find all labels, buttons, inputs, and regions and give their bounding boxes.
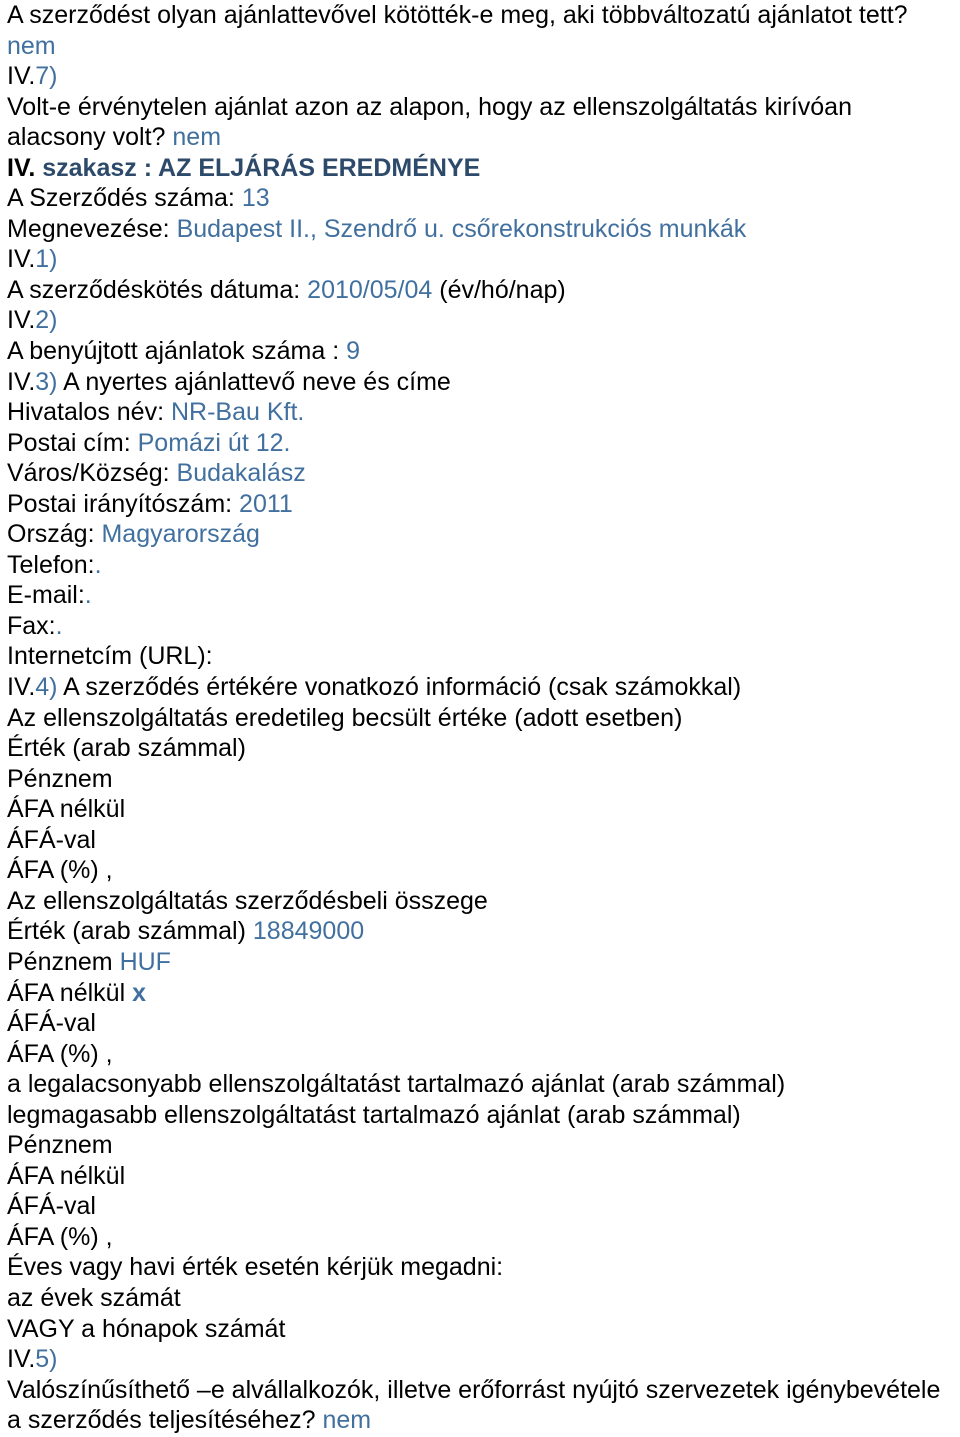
phone-line bbox=[7, 550, 957, 581]
range-without-vat-label: ÁFA nélkül bbox=[7, 1161, 126, 1190]
iv5-prefix: IV. bbox=[7, 1345, 36, 1374]
estimated-value-label: Érték (arab számmal) bbox=[7, 734, 246, 763]
estimated-vat-rate-line bbox=[7, 855, 957, 886]
iv5-question-text-1: Valószínűsíthető –e alvállalkozók, illetve erőforrást nyújtó szervezetek igénybevétele bbox=[7, 1375, 941, 1404]
phone: . bbox=[94, 550, 102, 579]
section-title: szakasz : AZ ELJÁRÁS EREDMÉNYE bbox=[42, 153, 481, 182]
contract-amount-value-line bbox=[7, 916, 957, 947]
fax-label: Fax: bbox=[7, 611, 56, 640]
iv1-number: 1) bbox=[35, 245, 58, 274]
estimated-with-vat-label: ÁFÁ-val bbox=[7, 825, 96, 854]
contract-amount-currency: HUF bbox=[119, 947, 171, 976]
range-currency-label: Pénznem bbox=[7, 1131, 113, 1160]
period-years-label: az évek számát bbox=[7, 1283, 181, 1312]
url-label: Internetcím (URL): bbox=[7, 642, 213, 671]
city-label: Város/Község: bbox=[7, 459, 170, 488]
fax-line bbox=[7, 611, 957, 642]
iv2-prefix: IV. bbox=[7, 306, 36, 335]
iv4-number: 4) bbox=[35, 673, 58, 702]
period-title: Éves vagy havi érték esetén kérjük megadni: bbox=[7, 1253, 504, 1282]
url-line bbox=[7, 641, 957, 672]
contract-name-line bbox=[7, 214, 957, 245]
highest-offer-line bbox=[7, 1100, 957, 1131]
country-line bbox=[7, 519, 957, 550]
lowest-offer-label: a legalacsonyabb ellenszolgáltatást tartalmazó ajánlat (arab számmal) bbox=[7, 1070, 786, 1099]
contract-number: 13 bbox=[241, 184, 270, 213]
contract-amount-vat-rate-line bbox=[7, 1039, 957, 1070]
iv7-answer: nem bbox=[172, 123, 222, 152]
variants-question: A szerződést olyan ajánlattevővel kötötték-e meg, aki többváltozatú ajánlatot tett? bbox=[7, 1, 908, 29]
iv5-question-line-2 bbox=[7, 1405, 957, 1436]
postal-address: Pomázi út 12. bbox=[137, 428, 291, 457]
highest-offer-label: legmagasabb ellenszolgáltatást tartalmazó ajánlat (arab számmal) bbox=[7, 1100, 741, 1129]
iv7-number: 7) bbox=[35, 62, 58, 91]
iv5-number: 5) bbox=[35, 1345, 58, 1374]
iv1-heading bbox=[7, 244, 957, 275]
iv5-answer: nem bbox=[322, 1406, 372, 1435]
range-with-vat-label: ÁFÁ-val bbox=[7, 1192, 96, 1221]
offers-count-label: A benyújtott ajánlatok száma : bbox=[7, 337, 340, 366]
variants-question-line bbox=[7, 0, 957, 31]
iv3-heading bbox=[7, 367, 957, 398]
estimated-without-vat-line bbox=[7, 794, 957, 825]
estimated-vat-rate-label: ÁFA (%) , bbox=[7, 856, 113, 885]
city-line bbox=[7, 458, 957, 489]
estimated-value-line bbox=[7, 733, 957, 764]
iv3-title: A nyertes ajánlattevő neve és címe bbox=[63, 367, 451, 396]
postcode-line bbox=[7, 489, 957, 520]
contract-amount-currency-line bbox=[7, 947, 957, 978]
contract-date-label: A szerződéskötés dátuma: bbox=[7, 275, 301, 304]
contract-date-line bbox=[7, 275, 957, 306]
contract-amount-without-vat-line bbox=[7, 978, 957, 1009]
contract-number-label: A Szerződés száma: bbox=[7, 184, 235, 213]
iv7-question-line-1 bbox=[7, 92, 957, 123]
email-line bbox=[7, 580, 957, 611]
contract-amount-vat-rate-label: ÁFA (%) , bbox=[7, 1039, 113, 1068]
offers-count-line bbox=[7, 336, 957, 367]
iv5-question-line-1 bbox=[7, 1375, 957, 1406]
iv5-question-text-2: a szerződés teljesítéséhez? bbox=[7, 1406, 316, 1435]
email: . bbox=[84, 581, 92, 610]
period-title-line bbox=[7, 1252, 957, 1283]
iv4-title: A szerződés értékére vonatkozó információ (csak számokkal) bbox=[63, 673, 742, 702]
estimated-title: Az ellenszolgáltatás eredetileg becsült értéke (adott esetben) bbox=[7, 703, 683, 732]
estimated-title-line bbox=[7, 703, 957, 734]
iv7-question-text-1: Volt-e érvénytelen ajánlat azon az alapon, hogy az ellenszolgáltatás kirívóan bbox=[7, 92, 852, 121]
range-vat-rate-label: ÁFA (%) , bbox=[7, 1222, 113, 1251]
official-name-label: Hivatalos név: bbox=[7, 398, 165, 427]
section-heading bbox=[7, 153, 957, 184]
range-without-vat-line bbox=[7, 1161, 957, 1192]
contract-amount-currency-label: Pénznem bbox=[7, 947, 113, 976]
contract-amount-value: 18849000 bbox=[252, 917, 365, 946]
range-currency-line bbox=[7, 1130, 957, 1161]
contract-amount-value-label: Érték (arab számmal) bbox=[7, 917, 246, 946]
offers-count: 9 bbox=[346, 337, 361, 366]
postcode: 2011 bbox=[239, 489, 293, 518]
iv3-number: 3) bbox=[35, 367, 58, 396]
iv2-number: 2) bbox=[35, 306, 58, 335]
postal-address-line bbox=[7, 428, 957, 459]
estimated-currency-line bbox=[7, 764, 957, 795]
fax: . bbox=[55, 611, 63, 640]
contract-amount-without-vat-label: ÁFA nélkül bbox=[7, 978, 126, 1007]
country: Magyarország bbox=[101, 520, 260, 549]
contract-date: 2010/05/04 bbox=[307, 275, 433, 304]
contract-date-format: (év/hó/nap) bbox=[439, 275, 566, 304]
section-prefix: IV. bbox=[7, 153, 36, 182]
iv5-heading bbox=[7, 1344, 957, 1375]
contract-number-line bbox=[7, 183, 957, 214]
iv4-prefix: IV. bbox=[7, 673, 36, 702]
period-years-line bbox=[7, 1283, 957, 1314]
iv7-prefix: IV. bbox=[7, 62, 36, 91]
range-vat-rate-line bbox=[7, 1222, 957, 1253]
iv7-question-line-2 bbox=[7, 122, 957, 153]
estimated-without-vat-label: ÁFA nélkül bbox=[7, 795, 126, 824]
contract-amount-with-vat-label: ÁFÁ-val bbox=[7, 1009, 96, 1038]
variants-answer-line bbox=[7, 31, 957, 62]
contract-amount-with-vat-line bbox=[7, 1008, 957, 1039]
period-months-line bbox=[7, 1314, 957, 1345]
postcode-label: Postai irányítószám: bbox=[7, 489, 233, 518]
postal-address-label: Postai cím: bbox=[7, 428, 131, 457]
phone-label: Telefon: bbox=[7, 550, 95, 579]
iv1-prefix: IV. bbox=[7, 245, 36, 274]
contract-amount-without-vat-mark: x bbox=[132, 978, 146, 1007]
lowest-offer-line bbox=[7, 1069, 957, 1100]
country-label: Ország: bbox=[7, 520, 95, 549]
iv7-question-text-2: alacsony volt? bbox=[7, 123, 166, 152]
city: Budakalász bbox=[176, 459, 306, 488]
email-label: E-mail: bbox=[7, 581, 85, 610]
period-months-label: VAGY a hónapok számát bbox=[7, 1314, 286, 1343]
iv3-prefix: IV. bbox=[7, 367, 36, 396]
official-name: NR-Bau Kft. bbox=[170, 398, 305, 427]
official-name-line bbox=[7, 397, 957, 428]
variants-answer: nem bbox=[7, 31, 56, 60]
iv2-heading bbox=[7, 305, 957, 336]
contract-name: Budapest II., Szendrő u. csőrekonstrukciós munkák bbox=[176, 214, 747, 243]
contract-amount-title-line bbox=[7, 886, 957, 917]
contract-name-label: Megnevezése: bbox=[7, 214, 170, 243]
estimated-with-vat-line bbox=[7, 825, 957, 856]
iv7-heading bbox=[7, 61, 957, 92]
estimated-currency-label: Pénznem bbox=[7, 764, 113, 793]
range-with-vat-line bbox=[7, 1191, 957, 1222]
contract-amount-title: Az ellenszolgáltatás szerződésbeli összege bbox=[7, 886, 488, 915]
procurement-notice-document bbox=[7, 0, 957, 1436]
iv4-heading bbox=[7, 672, 957, 703]
